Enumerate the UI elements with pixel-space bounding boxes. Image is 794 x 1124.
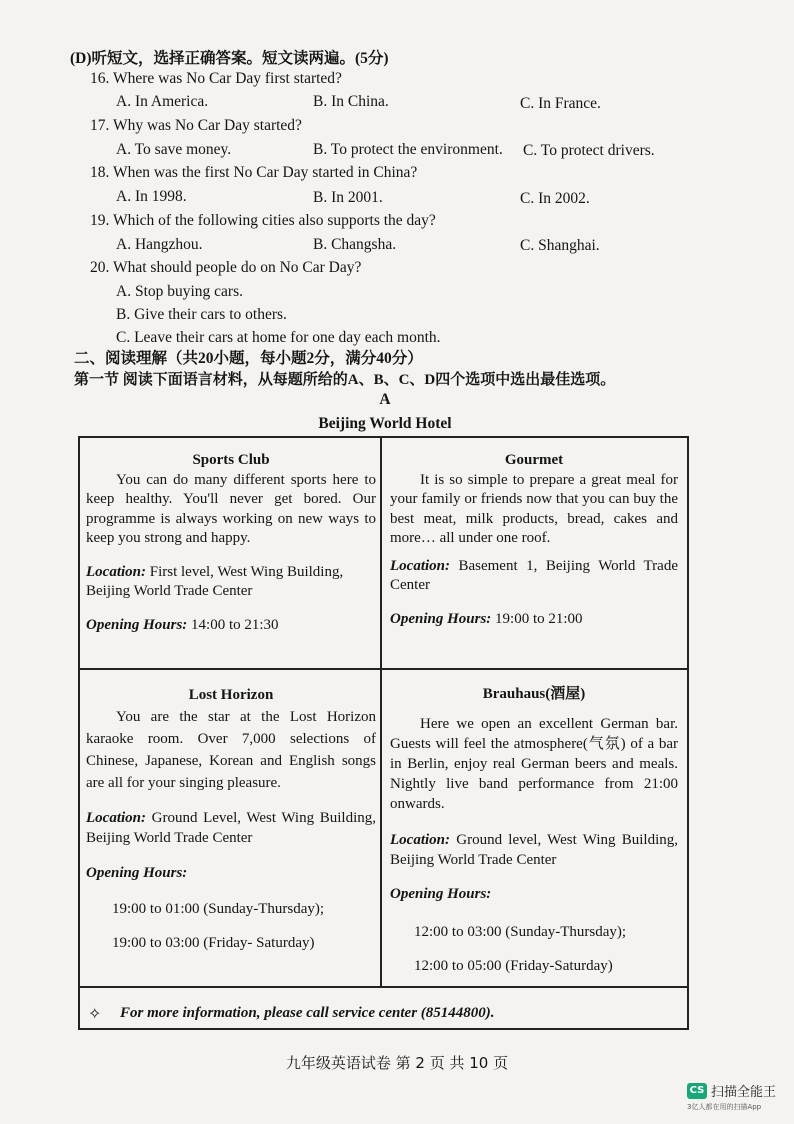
- contact-note: For more information, please call service center (85144800).: [120, 1005, 495, 1021]
- reading-part-title: 二、阅读理解（共20小题，每小题2分，满分40分）: [74, 350, 423, 367]
- cell-body: You can do many different sports here to keep healthy. You'll never get bored. Our programme is always working on new ways to keep you strong and happy.: [86, 471, 376, 546]
- passage-title: Beijing World Hotel: [318, 415, 452, 432]
- option-c: C. To protect drivers.: [523, 142, 655, 159]
- cell-body: You are the star at the Lost Horizon karaoke room. Over 7,000 selections of Chinese, Japanese, Korean and English songs are all for your singing pleasure.: [86, 709, 376, 791]
- cell-body: It is so simple to prepare a great meal for your family or friends now that you can buy the best meat, milk products, bread, cakes and more… all under one roof.: [390, 471, 678, 546]
- option-c: C. Leave their cars at home for one day each month.: [116, 329, 441, 346]
- cell-hours: [86, 616, 376, 636]
- scanner-watermark: [687, 1081, 776, 1112]
- cell-title: Sports Club: [192, 452, 270, 468]
- section-d-heading: (D)听短文，选择正确答案。短文读两遍。(5分): [70, 50, 389, 67]
- footer-divider: [78, 986, 687, 988]
- cell-location: [390, 830, 678, 870]
- location-label: Location:: [390, 557, 450, 574]
- location-label: Location:: [86, 563, 146, 580]
- location-label: Location:: [390, 832, 450, 848]
- cell-gourmet: [390, 451, 678, 629]
- option-c: C. In 2002.: [520, 190, 590, 207]
- cell-lost-horizon: [86, 684, 376, 954]
- option-a: A. In America.: [116, 93, 209, 110]
- hours-line-1: 12:00 to 03:00 (Sunday-Thursday);: [414, 924, 627, 940]
- cell-title: Lost Horizon: [188, 687, 274, 703]
- option-b: B. In 2001.: [313, 189, 383, 206]
- cell-hours: [390, 610, 678, 630]
- cell-brauhaus: [390, 684, 678, 976]
- option-c: C. Shanghai.: [520, 237, 600, 254]
- hours-line-2: 12:00 to 05:00 (Friday-Saturday): [414, 958, 613, 974]
- hours-label: Opening Hours:: [86, 865, 188, 881]
- option-b: B. Changsha.: [313, 236, 397, 253]
- location-value: Ground Level, West Wing Building, Beijing World Trade Center: [86, 810, 376, 846]
- hours-line-1: 19:00 to 01:00 (Sunday-Thursday);: [112, 901, 325, 917]
- location-value: Basement 1, Beijing World Trade Center: [390, 557, 678, 593]
- cell-sports-club: [86, 451, 376, 635]
- question-text: 20. What should people do on No Car Day?: [90, 259, 362, 276]
- option-a: A. To save money.: [116, 141, 232, 158]
- hours-line-2: 19:00 to 03:00 (Friday- Saturday): [112, 935, 315, 951]
- row-divider: [78, 668, 687, 670]
- reading-section-instructions: 第一节 阅读下面语言材料，从每题所给的A、B、C、D四个选项中选出最佳选项。: [74, 372, 616, 388]
- page-footer: 九年级英语试卷 第 2 页 共 10 页: [285, 1054, 509, 1072]
- question-text: 16. Where was No Car Day first started?: [90, 70, 342, 87]
- option-b: B. To protect the environment.: [313, 141, 503, 158]
- location-label: Location:: [86, 810, 146, 826]
- question-text: 19. Which of the following cities also supports the day?: [90, 212, 436, 229]
- option-a: A. In 1998.: [116, 188, 187, 205]
- cell-body: Here we open an excellent German bar. Guests will feel the atmosphere(气氛) of a bar in Berlin, enjoy real German beers and meals. Nightly live band performance from 21:00 onwards.: [390, 716, 678, 812]
- cell-location: [86, 563, 376, 602]
- option-b: B. In China.: [313, 93, 389, 110]
- sparkle-icon: ✧: [88, 1006, 102, 1023]
- cell-title: Brauhaus(酒屋): [482, 686, 586, 702]
- location-value: Ground level, West Wing Building, Beijing World Trade Center: [390, 832, 678, 868]
- passage-letter: A: [379, 391, 391, 408]
- option-b: B. Give their cars to others.: [116, 306, 287, 323]
- hours-label: Opening Hours:: [86, 616, 188, 633]
- watermark-name: 扫描全能王: [710, 1085, 776, 1100]
- question-text: 17. Why was No Car Day started?: [90, 117, 302, 134]
- question-text: 18. When was the first No Car Day started in China?: [90, 164, 418, 181]
- cell-location: [86, 808, 376, 848]
- column-divider: [380, 436, 382, 988]
- location-value: First level, West Wing Building, Beijing World Trade Center: [86, 563, 344, 599]
- hours-value: 14:00 to 21:30: [187, 616, 279, 633]
- hours-label: Opening Hours:: [390, 610, 492, 627]
- watermark-subtitle: 3亿人都在用的扫描App: [686, 1103, 762, 1111]
- hours-value: 19:00 to 21:00: [491, 610, 583, 627]
- cell-title: Gourmet: [504, 452, 564, 468]
- option-a: A. Hangzhou.: [116, 236, 203, 253]
- hours-label: Opening Hours:: [390, 886, 492, 902]
- cell-location: [390, 557, 678, 596]
- option-c: C. In France.: [520, 95, 601, 112]
- cs-logo-icon: CS: [687, 1083, 707, 1099]
- option-a: A. Stop buying cars.: [116, 283, 244, 300]
